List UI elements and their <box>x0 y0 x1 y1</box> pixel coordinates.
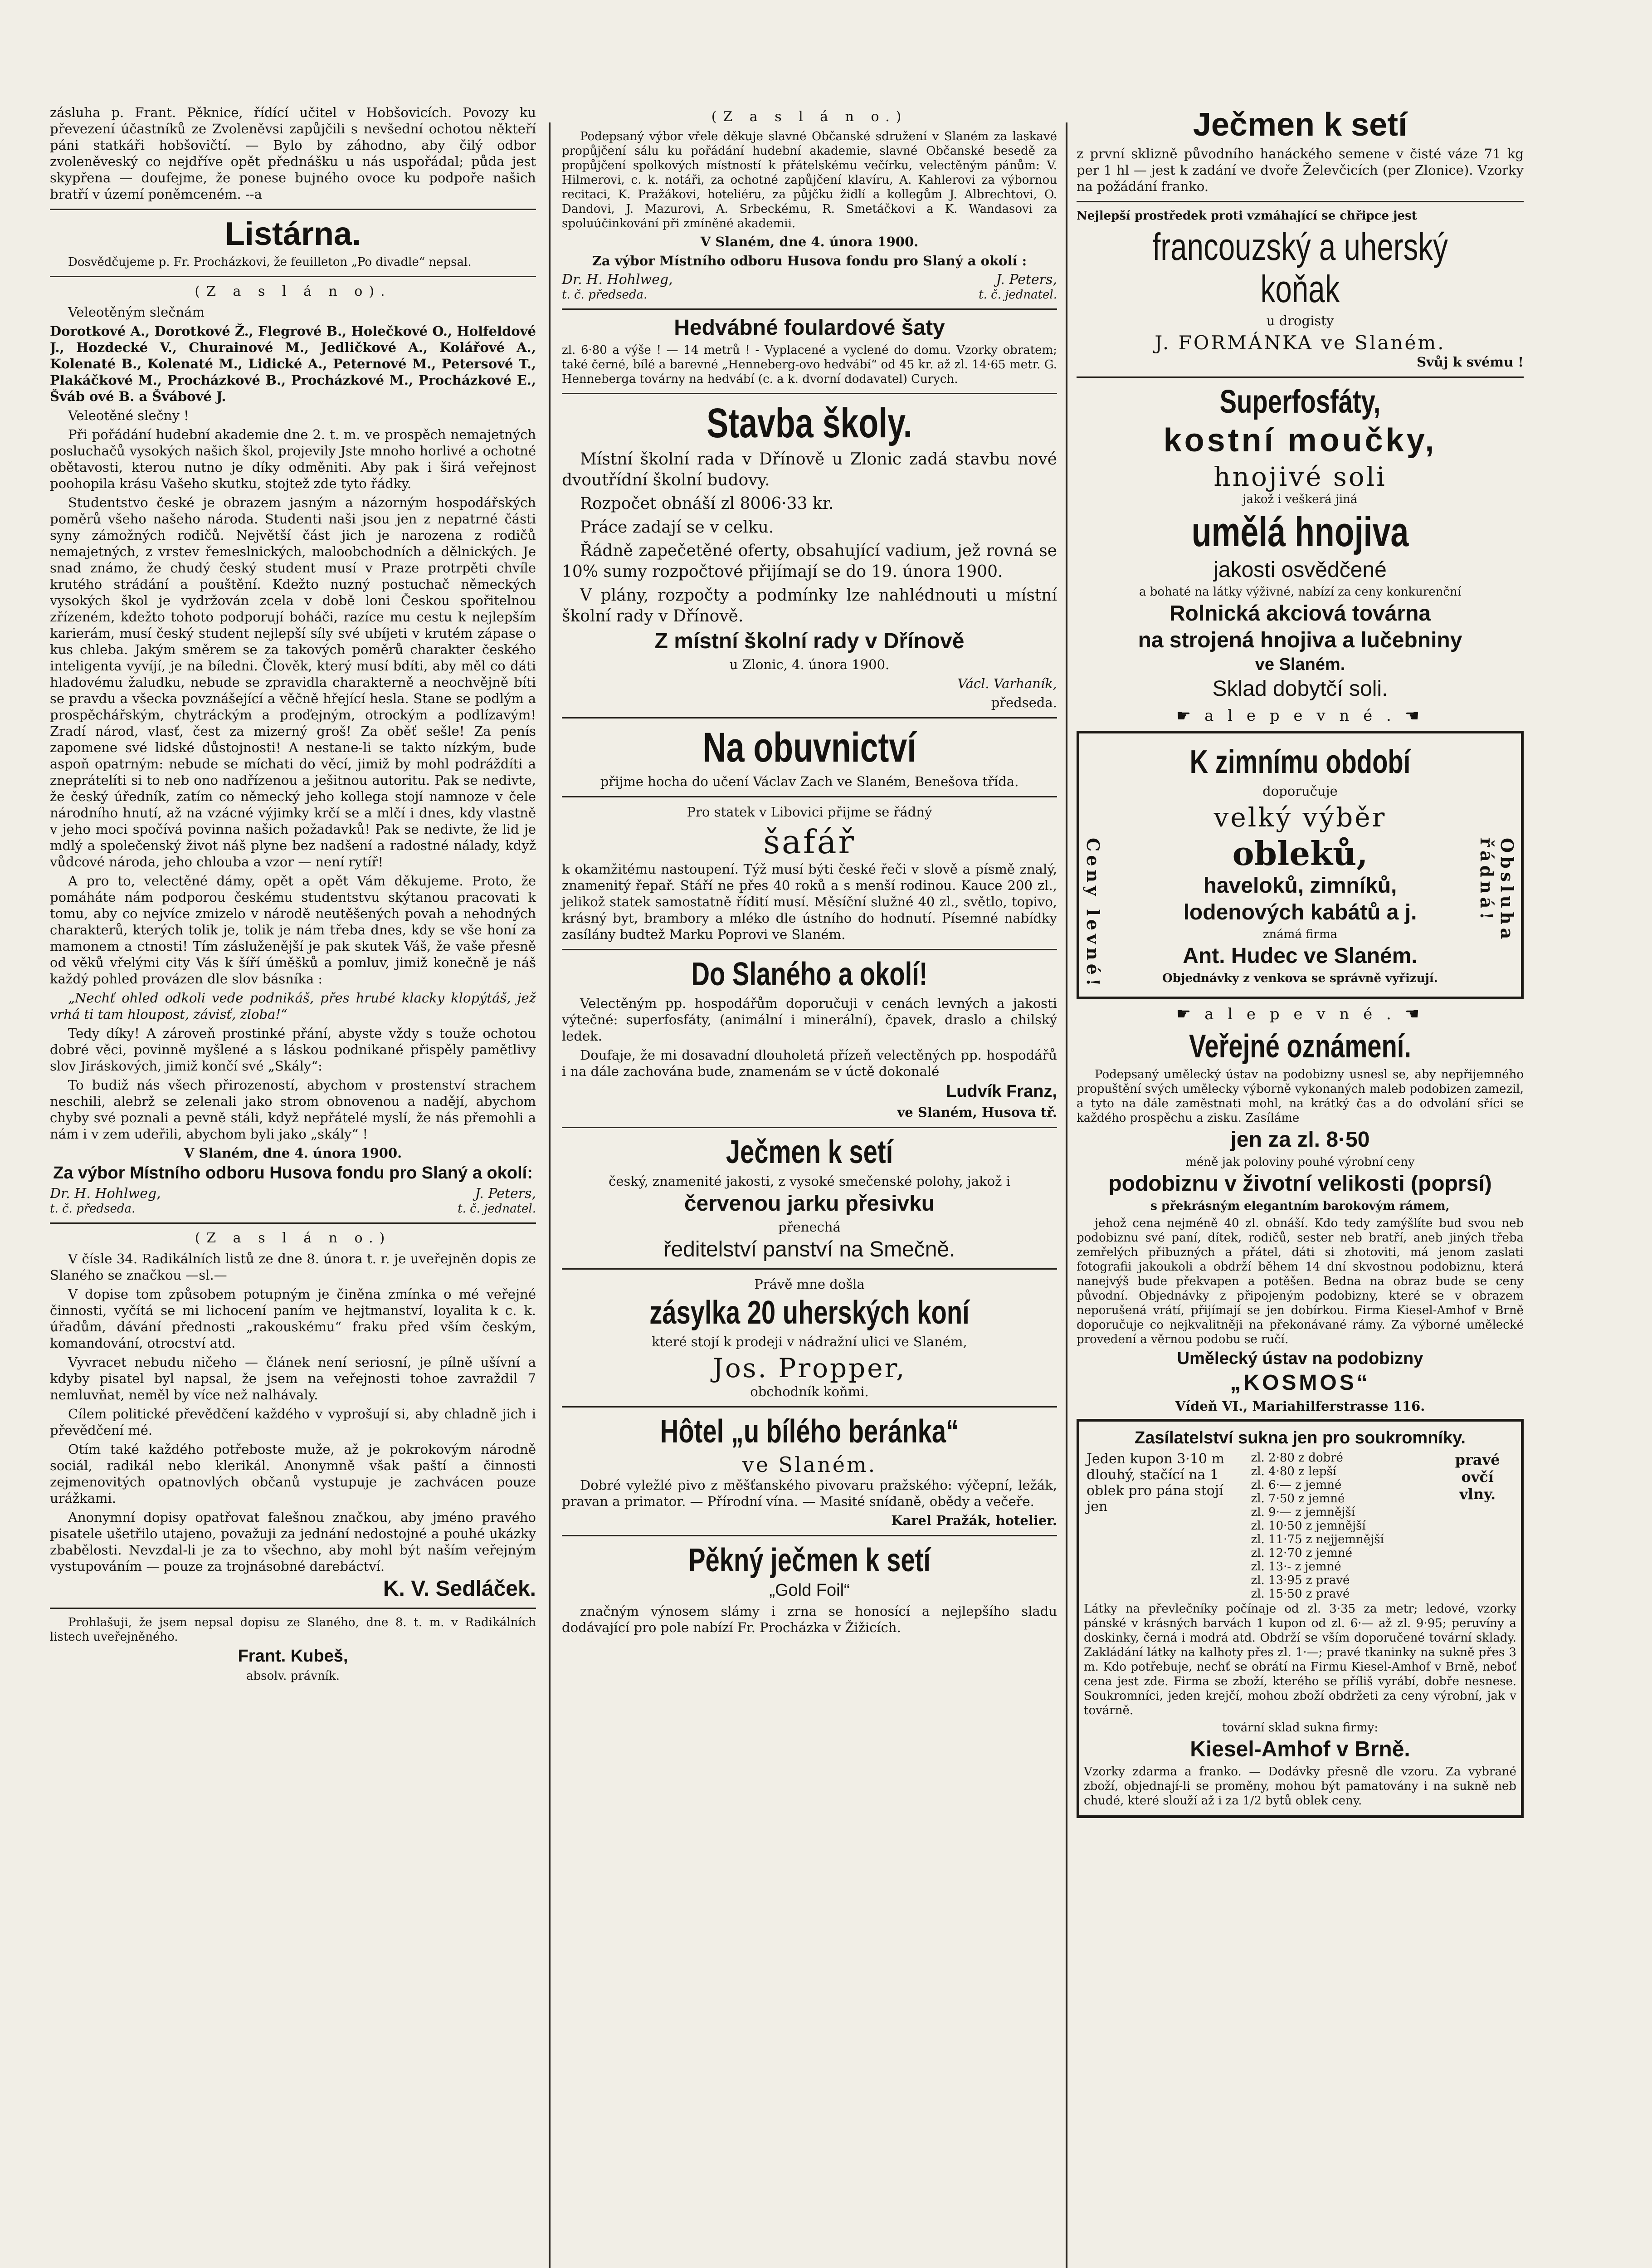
column-rule <box>549 122 551 2268</box>
kosmos-name: „KOSMOS“ <box>1230 1370 1370 1395</box>
jakoz-text: jakož i veškerá jiná <box>1243 493 1358 507</box>
clover-title: červenou jarku přesivku <box>684 1192 935 1216</box>
hotel-title: Hôtel „u bílého beránka“ <box>660 1413 959 1450</box>
divider <box>50 1222 536 1224</box>
winter-title: K zimnímu období <box>1189 743 1411 780</box>
franz-address: ve Slaném, Husova tř. <box>897 1104 1057 1120</box>
thanks-date: V Slaném, dne 4. února 1900. <box>700 234 919 249</box>
hand-pointer-icon: ☚ <box>1404 706 1424 725</box>
barley-ad-title: Ječmen k setí <box>726 1134 893 1170</box>
divider <box>562 1268 1057 1270</box>
drug-text: u drogisty <box>1266 313 1334 328</box>
letter-paragraph: Tedy díky! A zároveň prostinké přání, abyste vždy s touže ochotou dobré věci, povinně myšlené a s láskou podnikané přispěly pamětlivy slov Jiráskových, jimiž končí své „Skály“: <box>50 1026 536 1074</box>
notice-title: Veřejné oznámení. <box>1189 1028 1412 1065</box>
reply-paragraph: Cílem politické převědčení každého v vyprošují si, aby chladně jich i převědčení mé. <box>50 1406 536 1438</box>
gold-text: značným výnosem slámy i zrna se honosící a nejlepšího sladu dodávající pro pole nabízí Fr. Procházka v Žižicích. <box>562 1603 1057 1636</box>
zaslano-heading: (Z a s l á n o). <box>195 284 391 300</box>
clothes-title: obleků, <box>1232 834 1368 873</box>
school-ad-title: Stavba školy. <box>707 400 912 446</box>
column-left <box>50 104 544 2268</box>
banner-text: a l e p e v n é . <box>1204 1005 1396 1023</box>
kosmos-intro: Umělecký ústav na podobizny <box>1177 1349 1423 1369</box>
school-text: V plány, rozpočty a podmínky lze nahlédnouti u místní školní rady v Dřínově. <box>562 586 1057 626</box>
newspaper-page <box>50 104 1524 2268</box>
barley3-text: z první sklizně původního hanáckého semene v čisté váze 71 kg per 1 hl — jest k zadání ve dvoře Želevčicích (per Zlonice). Vzorky na požádání franko. <box>1077 146 1524 195</box>
cloth-text: Látky na převlečníky počínaje od zl. 3·35 za metr; ledové, vzorky pánské v krásných barvách 1 kupon od zl. 6·— až zl. 9·95; peruvíny a doskinky, černá i modrá atd. Obdrží se vším doporučené tovární sklady. Zakládání látky na kalhoty přes zl. 1·—; pravé tkaninky na sukně přes 3 m. Kdo potřebuje, nechť se obrátí na Firmu Kiesel-Amhof v Brně, neboť cena jest zde. Firma se zboží, kterého se příliš vyrábí, dobře nesnese. Soukromníci, jeden krejčí, mohou zboží obdržeti za ceny výrobní, jak v továrně. <box>1084 1602 1516 1718</box>
signature-chair: Dr. H. Hohlweg, <box>50 1185 161 1202</box>
side-text-left: Ceny levné! <box>1083 837 1103 990</box>
signature-row-2 <box>562 272 1057 288</box>
known-firm: známá firma <box>1262 928 1338 942</box>
signature-chair-2: Dr. H. Hohlweg, <box>562 272 673 288</box>
price-list-item: zl. 11·75 z nejjemnější <box>1251 1533 1384 1547</box>
letter-paragraph: Při pořádání hudební akademie dne 2. t. m. ve prospěch nemajetných posluchačů vysokých našich škol, projevily Jste mnoho horlivé a ochotné obětavosti, kterou nutno je díky odměniti. Aby pak i širá veřejnost poohopila krásu Vašeho skutku, stojtež zde tyto řádky. <box>50 427 536 492</box>
ale-pevne-banner <box>1077 1005 1524 1023</box>
names-list: Dorotkové A., Dorotkové Ž., Flegrové B., Holečkové O., Holfeldové J., Hozdecké V., Churainové M., Jedličkové A., Kolářové A., Kolenaté B., Kolenaté M., Lidické A., Peternové M., Petersové T., Plakáčkové M., Procházkové B., Procházkové M., Procházkové E., Šváb ové B. a Švábové J. <box>50 323 536 405</box>
gold-title: Pěkný ječmen k setí <box>688 1542 931 1579</box>
signature-roles-2 <box>562 288 1057 302</box>
farm-ad-text: k okamžitému nastoupení. Týž musí býti české řeči v slově a písmě znalý, znamenitý řepař. Stáří ne přes 40 roků a s menší rodinou. Kauce 200 zl., jelikož statek samostatně řídití musí. Měsíční služné 40 zl., světlo, topivo, krásný byt, brambory a mléko dle ústního do hodnutí. Písemné nabídky zasílány budtež Marku Poprovi ve Slaném. <box>562 861 1057 942</box>
propper-role: obchodník koňmi. <box>750 1383 869 1399</box>
price-title: jen za zl. 8·50 <box>1230 1128 1370 1152</box>
salutation-2: Veleotěné slečny ! <box>68 408 189 424</box>
formanek-name: J. FORMÁNKA ve Slaném. <box>1155 331 1446 354</box>
kosmos-address: Vídeň VI., Mariahilferstrasse 116. <box>1175 1398 1425 1414</box>
divider <box>562 393 1057 394</box>
clover-sub: přenechá <box>778 1219 841 1235</box>
school-budget: Rozpočet obnáší zl 8006·33 kr. <box>580 494 834 513</box>
role-secretary-2: t. č. jednatel. <box>979 288 1057 302</box>
reply-paragraph: V čísle 34. Radikálních listů ze dne 8. února t. r. je uveřejněn dopis ze Slaného se značkou —sl.— <box>50 1251 536 1283</box>
divider <box>562 796 1057 797</box>
school-from: Z místní školní rady v Dřínově <box>654 629 965 653</box>
school-text: Řádně zapečetěné oferty, obsahující vadium, jež rovná se 10% sumy rozpočtové přijímají se do 19. února 1900. <box>562 541 1057 581</box>
signature-row <box>50 1186 536 1202</box>
divider <box>562 1127 1057 1128</box>
horses-arrived: Právě mne došla <box>754 1276 865 1292</box>
portrait-title: podobiznu v životní velikosti (poprsí) <box>1108 1172 1492 1196</box>
reply-paragraph: Anonymní dopisy opatřovat falešnou značkou, aby jméno pravého pisatele ušetřilo utajeno, považuji za jednání nedostojné a pouhé ukázky zbabělosti. Nevzdal-li je za to všechno, aby mohl být naším veřejným vystupováním — pouze za trojnásobné darebáctví. <box>50 1509 536 1574</box>
salutation: Veleotěným slečnám <box>68 304 205 320</box>
hand-pointer-icon: ☚ <box>1404 1005 1424 1024</box>
silk-ad-text: zl. 6·80 a výše ! — 14 metrů ! - Vyplacené a vyclené do domu. Vzorky obratem; také černé, bílé a barevné „Henneberg-ovo hedvábí“ od 45 kr. až zl. 14·65 metr. G. Henneberga továrny na hedvábí (c. a k. dvorní dodavatel) Curych. <box>562 343 1057 386</box>
price-list-item: zl. 15·50 z pravé <box>1251 1587 1350 1601</box>
zaslano-heading-2: (Z a s l á n o.) <box>195 1230 391 1246</box>
divider <box>562 1406 1057 1408</box>
flu-text: Nejlepší prostředek proti vzmáhající se chřipce jest <box>1077 209 1417 223</box>
depot-title: Sklad dobytčí soli. <box>1212 676 1388 701</box>
price-list-item: zl. 13·- z jemné <box>1251 1560 1341 1574</box>
kiesel-name: Kiesel-Amhof v Brně. <box>1190 1737 1410 1762</box>
farm-ad-title: šafář <box>763 822 856 861</box>
listarna-text: Dosvědčujeme p. Fr. Procházkovi, že feuilleton „Po divadle“ nepsal. <box>68 255 472 269</box>
divider <box>562 717 1057 719</box>
coupon-text: Jeden kupon 3·10 m dlouhý, stačící na 1 oblek pro pána stojí jen <box>1087 1451 1224 1515</box>
orders-text: Objednávky z venkova se správně vyřizují. <box>1162 972 1438 986</box>
factory-depot: tovární sklad sukna firmy: <box>1222 1721 1379 1735</box>
price-list <box>1248 1450 1439 1602</box>
price-list-item: zl. 2·80 z dobré <box>1251 1451 1343 1465</box>
declaration-signature: Frant. Kubeš, <box>238 1646 348 1666</box>
price-list-item: zl. 13·95 z pravé <box>1251 1574 1350 1588</box>
column-rule <box>1066 122 1067 2268</box>
divider <box>50 276 536 277</box>
quality-text: a bohaté na látky výživné, nabízí za ceny konkurenční <box>1139 585 1462 599</box>
coats-title: haveloků, zimníků, <box>1203 873 1397 898</box>
wool-text: pravé ovčí vlny. <box>1455 1451 1500 1503</box>
committee-heading: Za výbor Místního odboru Husova fondu pro Slaný a okolí: <box>53 1163 533 1183</box>
propper-name: Jos. Propper, <box>712 1352 906 1383</box>
reply-signature: K. V. Sedláček. <box>383 1576 536 1601</box>
factory-title-2: na strojená hnojiva a lučebniny <box>1138 628 1462 653</box>
factory-title: Rolnická akciová továrna <box>1169 601 1431 626</box>
big-choice: velký výběr <box>1213 802 1387 833</box>
hudec-name: Ant. Hudec ve Slaném. <box>1183 944 1418 968</box>
reply-paragraph: Otím také každého potřeboste muže, až je pokrokovým národně sociál, radikál nebo klerikál. Anonymně však paští a činnosti zejmenovitých opatnovlých občanů vystupuje je zachvácen pouze urážkami. <box>50 1441 536 1506</box>
role-chair: t. č. předseda. <box>50 1202 136 1216</box>
recommends: doporučuje <box>1262 783 1338 799</box>
column-right <box>1070 104 1524 2268</box>
franz-name: Ludvík Franz, <box>946 1082 1057 1101</box>
hotel-owner: Karel Pražák, hotelier. <box>891 1513 1057 1529</box>
frame-text: s překrásným elegantním barokovým rámem, <box>1150 1199 1450 1213</box>
signature-secretary-2: J. Peters, <box>996 272 1057 288</box>
bone-title: kostní moučky, <box>1163 422 1437 459</box>
declaration-role: absolv. právník. <box>246 1669 340 1683</box>
slany-ad-text-2: Doufaje, že mi dosavadní dlouholetá přízeň velectěných pp. hospodářů i na dále zachována bude, znamenám se v úctě dokonalé <box>562 1047 1057 1080</box>
portrait-text: jehož cena nejméně 40 zl. obnáší. Kdo tedy zamýšlíte bud svou neb podobiznu své paní, dítek, rodičů, sester neb bratří, aneb jiných třeba zemřelých přibuzných a přátel, dáti si zhotoviti, má jenom zaslati fotografii jakoukoli a obdrží během 14 dní skvostnou podobiznu, která nanejvýš bude překvapen a potěšen. Bedna na obraz bude se ceny původní. Objednávky z připojeným podobizny, které se v obrazem neporušená vrátí, přijímají se jen dobírkou. Firma Kiesel-Amhof v Brně doporučuje co nejkvalitněji na překonávané rámy. Za výborné umělecké provedení a věrnou podobu se ručí. <box>1077 1217 1524 1347</box>
divider <box>562 308 1057 310</box>
shoe-ad-title: Na obuvnictví <box>702 724 916 771</box>
declaration: Prohlašuji, že jsem nepsal dopisu ze Slaného, dne 8. t. m. v Radikálních listech uveřejněného. <box>50 1615 536 1644</box>
slany-ad-title: Do Slaného a okolí! <box>691 956 928 992</box>
divider <box>1077 201 1524 202</box>
price-list-item: zl. 6·— z jemné <box>1251 1478 1342 1492</box>
cloth-ad-box <box>1077 1419 1524 1818</box>
school-role: předseda. <box>991 694 1057 710</box>
horses-title: zásylka 20 uherských koní <box>649 1294 970 1331</box>
barley3-title: Ječmen k setí <box>1193 107 1408 143</box>
hand-pointer-icon: ☛ <box>1176 706 1196 725</box>
shoe-ad-text: přijme hocha do učení Václav Zach ve Slaném, Benešova třída. <box>600 773 1019 789</box>
letter-date: V Slaném, dne 4. února 1900. <box>184 1145 402 1161</box>
hotel-text: Dobré vyležlé pivo z měšťanského pivovaru pražského: výčepní, ležák, pravan a primator. — Přírodní vína. — Masité snídaně, obědy a večeře. <box>562 1477 1057 1510</box>
poem-quote: „Nechť ohled odkoli vede podnikáš, přes hrubé klacky klopýtáš, jež vrhá ti tam hloupost, závisť, zloba!“ <box>50 990 536 1022</box>
cloth-footer: Vzorky zdarma a franko. — Dodávky přesně dle vzoru. Za vybrané zboží, objednají-li se proměny, mohou být pamatovány i na sukně neb chudé, které slouží až i za 1/2 bytů oblek ceny. <box>1084 1765 1516 1808</box>
barley-ad-text: český, znamenité jakosti, z vysoké smečenské polohy, jakož i <box>609 1173 1010 1189</box>
ale-pevne-banner <box>1077 707 1524 725</box>
banner-text: a l e p e v n é . <box>1204 707 1396 725</box>
slany-ad-text: Velectěným pp. hospodářům doporučuji v cenách levných a jakosti výtečné: superfosfáty, (animální i minerální), čpavek, draslo a chilský ledek. <box>562 996 1057 1044</box>
side-text-right: Obsluha řádná! <box>1477 837 1517 943</box>
silk-ad-title: Hedvábné foulardové šaty <box>674 316 945 340</box>
price-sub: méně jak poloviny pouhé výrobní ceny <box>1185 1155 1415 1169</box>
role-secretary: t. č. jednatel. <box>458 1202 536 1216</box>
school-text: Místní školní rada v Dřínově u Zlonic zadá stavbu nové dvoutřídní školní budovy. <box>562 450 1057 489</box>
reply-paragraph: V dopise tom způsobem potupným je činěna zmínka o mé veřejné činnosti, vyčítá se mi lichocení paním ve hejtmanství, loyalita k c. k. úřadům, dávání přednosti „rakouskému“ fraku před vším českým, komandování, otrocství atd. <box>50 1286 536 1351</box>
divider <box>562 949 1057 950</box>
column-middle <box>556 104 1063 2268</box>
svuj-motto: Svůj k svému ! <box>1417 354 1524 370</box>
divider <box>50 1608 536 1609</box>
notice-text: Podepsaný umělecký ústav na podobizny usnesl se, aby nepřijemného propuštění svých umělecky výborně vykonaných maleb podobizen zamezil, a tyto na dále zaměstnati mohl, na krátký čas a do odvolání sříci se každého prospěchu a zisku. Zasíláme <box>1077 1068 1524 1125</box>
committee-heading-2: Za výbor Místního odboru Husova fondu pro Slaný a okolí : <box>592 253 1027 269</box>
gold-sub: „Gold Foil“ <box>769 1581 850 1600</box>
hand-pointer-icon: ☛ <box>1176 1005 1196 1024</box>
cloth-title: Zasílatelství sukna jen pro soukromníky. <box>1135 1428 1466 1447</box>
divider <box>1077 376 1524 378</box>
price-list-item: zl. 4·80 z lepší <box>1251 1465 1337 1479</box>
clover-from: ředitelství panství na Smečně. <box>663 1237 955 1261</box>
cognac-title: francouzský a uherský koňak <box>1152 225 1448 310</box>
factory-title-3: ve Slaném. <box>1255 655 1345 674</box>
price-table <box>1084 1450 1516 1602</box>
role-chair-2: t. č. předseda. <box>562 288 648 302</box>
divider <box>562 1535 1057 1536</box>
price-list-item: zl. 12·70 z jemné <box>1251 1546 1352 1560</box>
hotel-sub: ve Slaném. <box>742 1452 877 1477</box>
school-date: u Zlonic, 4. února 1900. <box>729 656 890 672</box>
price-list-item: zl. 9·— z jemnější <box>1251 1505 1355 1520</box>
divider <box>50 209 536 210</box>
horses-text: které stojí k prodeji v nádražní ulici ve Slaném, <box>652 1334 967 1349</box>
thanks-paragraph: Podepsaný výbor vřele děkuje slavné Občanské sdružení v Slaném za laskavé propůjčení sálu ku pořádání hudební akademie, slavné Občanské besedě za propůjčení spolkových místností k přátelskému večírku, velectěným pánům: V. Hilmerovi, c. k. notáři, za ochotné zapůjčení klavíru, A. Kahlerovi za výbornou recitaci, K. Pražákovi, hoteliéru, za půjčku židlí a kollegům J. Albrechtovi, O. Dandovi, J. Mazurovi, A. Srbeckému, R. Smetáčkovi a K. Wandasovi za spoluúčinkování při zmíněné akademii. <box>562 130 1057 230</box>
signature-secretary: J. Peters, <box>475 1185 536 1202</box>
signature-roles <box>50 1202 536 1216</box>
price-list-item: zl. 7·50 z jemné <box>1251 1492 1345 1506</box>
reply-paragraph: Vyvracet nebudu ničeho — článek není seriosní, je pílně ušívní a kdyby pisatel byl napsal, že jsem na veřejnosti tohoe zavraždil 7 nemluvňat, neměl by více než nalhávaly. <box>50 1354 536 1403</box>
listarna-heading: Listárna. <box>224 216 361 252</box>
school-text: Práce zadají se v celku. <box>580 518 774 537</box>
school-signature: Václ. Varhaník, <box>957 675 1057 691</box>
quality-title: jakosti osvědčené <box>1213 557 1387 582</box>
letter-paragraph: A pro to, velectěné dámy, opět a opět Vám děkujeme. Proto, že pomáháte nám podporou českému studentstvu skýtanou pracovati k tomu, aby co nejvíce zmizelo v národě neutěšených povah a nehodných charakterů, kterých tolik je, tolik je nám třeba dnes, kdy se vše honí za mamonem a ctnosti! Tím zásluženější je pak skutek Váš, že vaše přesně od věků vřelými city Vás k šíří úměšků a pomluv, jimiž konečně je náš každý pohled provázen dle slov básníka : <box>50 873 536 987</box>
loden-title: lodenových kabátů a j. <box>1183 900 1417 924</box>
hudec-ad-box <box>1077 731 1524 1000</box>
fert-title: hnojivé soli <box>1213 461 1387 493</box>
letter-paragraph: To budiž nás všech přirozeností, abychom v prostenství strachem neschili, alebrž se zelenali jako strom obnovenou a nadějí, abychom chyby své poznali a pevně stáli, když nepřátelé myslí, že nás přemohli a nám i v zem udeřili, abychom byli jako „skály“ ! <box>50 1077 536 1142</box>
farm-ad-intro: Pro statek v Libovici přijme se řádný <box>687 804 932 820</box>
price-list-item: zl. 10·50 z jemnější <box>1251 1519 1366 1533</box>
super-title: Superfosfáty, <box>1219 383 1381 420</box>
letter-paragraph: Studentstvo české je obrazem jasným a názorným hospodářských poměrů všeho našeho národa. Studenti naši jsou jen z nepatrné části syny zámožných rodičů. Největší část jich je narozena z rodičů nemajetných, z vrstev řemeslnických, maloobchodních a dělnických. Je snad známo, že chudý český student musí v Praze protrpěti chvíle krutého strádání a pouštění. Kdežto nuzný postuchač německých vysokých škol je vydržován zcela v době loni Českou spořitelnou zřízeném, kdežto tohoto podporují boháči, razíce mu cestu k nejlepším karierám, musí český student nejlepší síly své ubíjeti v krutém zápase o kus chleba. Jakým směrem se za takových poměrů charakter českého inteligenta vyvíjí, je na bíledni. Člověk, který musí bdíti, aby měl co dáti hladovému žaludku, nebude se zpravidla charakterně a neochvějně bíti se pravdu a všecka povznášející a věčně hřející hesla. Stane se podlým a prospěchářským, chytráckým a proďejným, otrockým a podlízavým! Zradí národ, vlasť, čest za mizerný groš! Za oběť sešle! Za penís zapomene své lidské důstojnosti! A nestane-li se takto nízkým, bude aspoň opatrným: nebude se míchati do věcí, jimiž by mohl podráždíti a zneprátelíti si to neb ono nadřízenou a ješitnou autoritu. Pak se nedivte, že český úředník, zatím co německý jeho kollega stojí namnoze v čele národního hnutí, až na vzácné výjimky krčí se a mlčí i dnes, kdy vlastně v jeho moci spočívá povinna našich požadavků! Pak se nedivte, že lid je mdlý a společenský život náš plyne bez nadšení a radostné nálady, když vůdcové národa, jeho chlouba a vzor — není rytíř! <box>50 495 536 870</box>
artificial-title: umělá hnojiva <box>1191 509 1409 556</box>
zaslano-heading-3: (Z a s l á n o.) <box>711 109 908 125</box>
intro-paragraph: zásluha p. Frant. Pěknice, řídící učitel v Hobšovicích. Povozy ku převezení účastníků ze Zvoleněvsi zapůjčili s nevšední ochotou někteří páni statkáři hobšovičtí. — Bylo by záhodno, aby čilý odbor zvoleněveský co nejdříve opět přednášku u nás uspořádal; půda jest skypřena — doufejme, že ponese bujného ovoce ku podpoře našich bratří v území poněmceném. --a <box>50 105 536 202</box>
